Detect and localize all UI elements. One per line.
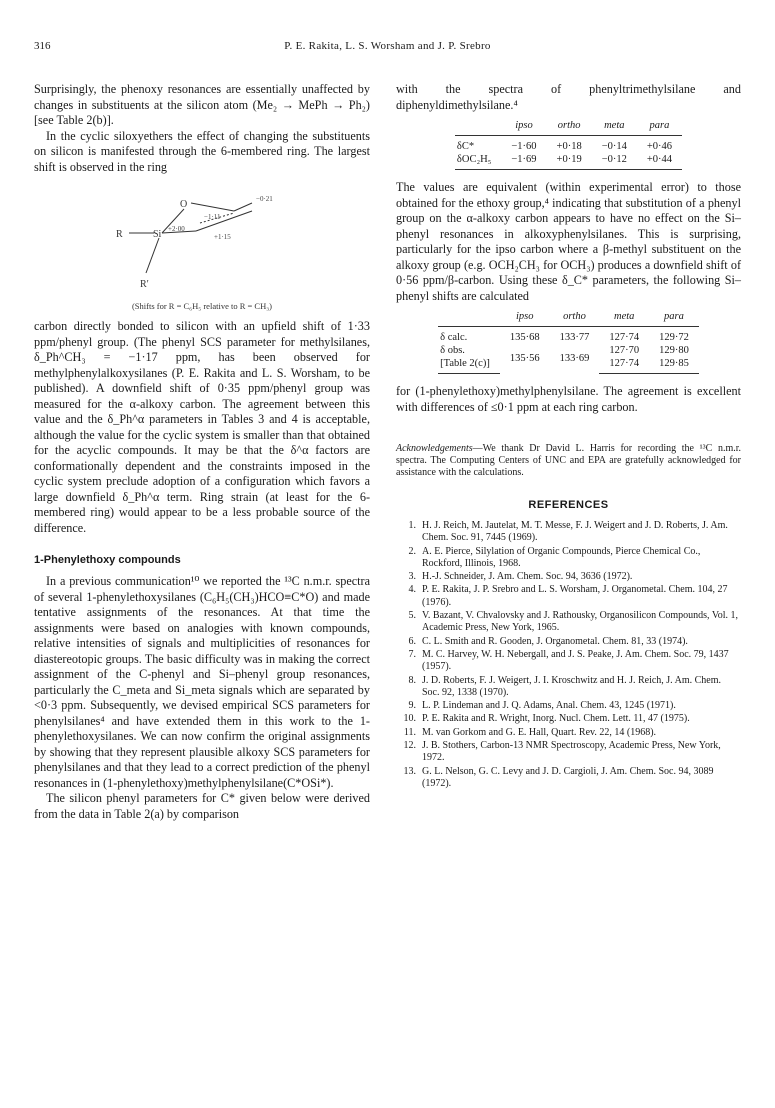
reference-number: 7. bbox=[408, 648, 416, 660]
acknowledgements-lead: Acknowledgements bbox=[396, 443, 473, 454]
table-cell: +0·19 bbox=[547, 153, 592, 170]
table-header: meta bbox=[592, 119, 637, 136]
running-head bbox=[34, 40, 741, 56]
reference-text: L. P. Lindeman and J. Q. Adams, Anal. Chem. 43, 1245 (1971). bbox=[422, 700, 676, 712]
left-column bbox=[34, 82, 370, 822]
reference-item bbox=[396, 649, 741, 674]
table-cell: 127·74 bbox=[599, 357, 649, 374]
scs-parameter-table bbox=[455, 119, 682, 170]
table-cell: δC* bbox=[456, 141, 475, 152]
page-number: 316 bbox=[34, 40, 51, 52]
atom-label: R bbox=[116, 229, 123, 240]
table-cell: +0·18 bbox=[556, 141, 582, 152]
shift-label: +2·00 bbox=[168, 225, 185, 233]
reference-number: 12. bbox=[403, 740, 416, 752]
reference-item bbox=[396, 675, 741, 700]
table-cell: [Table 2(c)] bbox=[438, 357, 500, 374]
table-header: ortho bbox=[547, 119, 592, 136]
reference-number: 5. bbox=[408, 610, 416, 622]
table-cell: 133·77 bbox=[559, 332, 590, 343]
right-column bbox=[396, 82, 741, 791]
table-cell: +0·46 bbox=[646, 141, 673, 152]
table-cell: 127·70 bbox=[609, 345, 640, 356]
reference-item bbox=[396, 636, 741, 648]
table-cell: δ calc. bbox=[440, 332, 468, 343]
running-head-authors: P. E. Rakita, L. S. Worsham and J. P. Srebro bbox=[284, 40, 491, 52]
paragraph: carbon directly bonded to silicon with an upfield shift of 1·33 ppm/phenyl group. (The phenyl SCS parameter for methylsilanes, δ_Ph^CH₃ = −1·17 ppm, has been observed for methylphenylalkoxysilanes (P. E. Rakita and L. S. Worsham, to be published). A downfield shift of 0·35 ppm/phenyl group was measured for the α-alkoxy carbon. The agreement between this value and the δ_Ph^α parameters in Tables 3 and 4 is acceptable, although the value for the cyclic system is smaller than that obtained for the acyclic compounds. It may be that the δ^α factors are conformationally dependent and the constraints imposed in the cyclic system preclude adoption of a configuration which favors a large downfield δ_Ph^α term. Ring strain (at least for the 6-membered ring) would appear to be a less probable source of the difference. bbox=[34, 319, 370, 535]
table-header: ipso bbox=[501, 119, 546, 136]
paragraph: In the cyclic siloxyethers the effect of changing the substituents on silicon is manifested through the 6-membered ring. The largest shift is observed in the ring bbox=[34, 128, 370, 174]
reference-text: P. E. Rakita, J. P. Srebro and L. S. Worsham, J. Organometal. Chem. 104, 27 (1976). bbox=[422, 584, 728, 608]
reference-text: V. Bazant, V. Chvalovsky and J. Rathousky, Organosilicon Compounds, Vol. 1, Academic Press, New York, 1965. bbox=[422, 610, 739, 634]
shift-label: −0·21 bbox=[256, 195, 273, 203]
shift-label: +1·15 bbox=[214, 233, 231, 241]
ring-structure-figure bbox=[34, 181, 370, 299]
table-header: meta bbox=[599, 310, 649, 327]
table-row bbox=[455, 153, 682, 170]
table-header: para bbox=[649, 310, 699, 327]
table-cell: −1·69 bbox=[501, 153, 546, 170]
acknowledgements bbox=[396, 443, 741, 479]
table-row bbox=[438, 344, 699, 357]
shift-comparison-table bbox=[438, 310, 699, 374]
table-row bbox=[438, 327, 699, 345]
table-cell: 129·80 bbox=[659, 345, 689, 356]
reference-number: 10. bbox=[403, 713, 416, 725]
reference-item bbox=[396, 713, 741, 725]
table-cell: 127·74 bbox=[609, 332, 640, 343]
paragraph: The values are equivalent (within experimental error) to those obtained for the ethoxy group,⁴ indicating that substitution of a phenyl group on the α-alkoxy carbon appears to have no effect on the Si–phenyl resonances in alkoxyphenylsilanes. This is surprising, particularly for the ipso carbon where a β-methyl substituent on the alkoxy group (e.g. OCH₂CH₃ for OCH₃) produces a downfield shift of 0·56 ppm/β-carbon. Using these δ_C* parameters, the following Si–phenyl shifts are calculated bbox=[396, 180, 741, 303]
references-heading: REFERENCES bbox=[528, 499, 609, 511]
atom-label: O bbox=[180, 199, 188, 210]
reference-text: M. van Gorkom and G. E. Hall, Quart. Rev. 22, 14 (1968). bbox=[422, 726, 657, 738]
reference-text: H.-J. Schneider, J. Am. Chem. Soc. 94, 3636 (1972). bbox=[422, 571, 633, 583]
reference-text: P. E. Rakita and R. Wright, Inorg. Nucl. Chem. Lett. 11, 47 (1975). bbox=[422, 713, 690, 725]
table-cell: 133·69 bbox=[559, 353, 590, 365]
table-header: para bbox=[637, 119, 682, 136]
reference-item bbox=[396, 520, 741, 545]
table-cell: 129·72 bbox=[659, 332, 689, 343]
reference-text: M. C. Harvey, W. H. Nebergall, and J. S. Peake, J. Am. Chem. Soc. 79, 1437 (1957). bbox=[422, 648, 729, 673]
table-cell: δ obs. bbox=[440, 345, 465, 356]
reference-item bbox=[396, 766, 741, 791]
reference-item bbox=[396, 571, 741, 583]
reference-text: G. L. Nelson, G. C. Levy and J. D. Cargioli, J. Am. Chem. Soc. 94, 3089 (1972). bbox=[422, 765, 714, 789]
paragraph: In a previous communication¹⁰ we reported the ¹³C n.m.r. spectra of several 1-phenylethoxysilanes (C₆H₅(CH₃)HCO≡C*O) and made tentative assignments of the resonances. At that time the assignments were based on analogies with known compounds, relative intensities of signals and multiplicities of resonances for diastereotopic groups. The basic difficulty was in making the correct assignment of the C-phenyl and Si–phenyl group resonances, particularly the C_meta and Si_meta signals which are separated by <0·3 ppm. Subsequently, we devised empirical SCS parameters for phenylsilanes⁴ and have extended them in this work to the 1-phenylethoxysilanes. We can now confirm the original assignments by showing that they represent plausible alkoxy SCS parameters for phenylsilanes and that they lead to a correct prediction of the phenyl resonances in (1-phenylethoxy)methylphenylsilane(C*OSi*). bbox=[34, 574, 370, 790]
reference-text: H. J. Reich, M. Jautelat, M. T. Messe, F. J. Weigert and J. D. Roberts, J. Am. Chem. Soc. 91, 7445 (1969). bbox=[422, 520, 728, 544]
table-header: ortho bbox=[550, 310, 600, 327]
reference-number: 6. bbox=[408, 635, 416, 647]
reference-number: 11. bbox=[403, 726, 416, 738]
reference-item bbox=[396, 740, 741, 765]
reference-item bbox=[396, 584, 741, 609]
table-cell: −0·12 bbox=[592, 153, 637, 170]
reference-number: 9. bbox=[408, 700, 416, 712]
table-cell: δOC₂H₅ bbox=[455, 153, 501, 170]
paragraph: Surprisingly, the phenoxy resonances are essentially unaffected by changes in substituents at the silicon atom (Me₂ → MePh → Ph₂) [see Table 2(b)]. bbox=[34, 82, 370, 127]
reference-text: C. L. Smith and R. Gooden, J. Organometal. Chem. 81, 33 (1974). bbox=[422, 635, 688, 647]
reference-number: 2. bbox=[408, 545, 416, 557]
reference-text: J. B. Stothers, Carbon-13 NMR Spectroscopy, Academic Press, New York, 1972. bbox=[422, 740, 721, 764]
reference-number: 8. bbox=[408, 674, 416, 686]
shift-label: −1·11 bbox=[204, 213, 221, 221]
table-cell: +0·44 bbox=[637, 153, 682, 170]
references-list bbox=[396, 520, 741, 790]
figure-caption: (Shifts for R = C₆H₅ relative to R = CH₃) bbox=[131, 301, 273, 311]
reference-item bbox=[396, 610, 741, 635]
siloxane-ring-diagram bbox=[34, 181, 370, 299]
table-header bbox=[455, 119, 501, 136]
table-header bbox=[438, 310, 500, 327]
table-cell: −1·60 bbox=[511, 141, 537, 152]
reference-item bbox=[396, 700, 741, 712]
table-cell: 135·56 bbox=[509, 353, 540, 365]
table-header: ipso bbox=[500, 310, 550, 327]
table-cell: 129·85 bbox=[649, 357, 699, 374]
reference-number: 3. bbox=[408, 571, 416, 583]
reference-number: 4. bbox=[408, 584, 416, 596]
atom-label: R′ bbox=[140, 279, 149, 290]
table-row bbox=[455, 136, 682, 154]
atom-label: Si bbox=[153, 229, 162, 240]
section-heading: 1-Phenylethoxy compounds bbox=[34, 554, 181, 566]
table-cell: 135·68 bbox=[509, 332, 540, 343]
reference-text: A. E. Pierce, Silylation of Organic Compounds, Pierce Chemical Co., Rockford, Illinois, 1968. bbox=[422, 545, 701, 569]
paragraph: The silicon phenyl parameters for C* given below were derived from the data in Table 2(a) by comparison bbox=[34, 791, 370, 821]
paragraph: for (1-phenylethoxy)methylphenylsilane. The agreement is excellent with differences of ≤0·1 ppm at each ring carbon. bbox=[396, 384, 741, 414]
reference-number: 13. bbox=[403, 765, 416, 777]
reference-item bbox=[396, 727, 741, 739]
reference-item bbox=[396, 546, 741, 571]
reference-number: 1. bbox=[408, 520, 416, 531]
table-cell: −0·14 bbox=[601, 141, 627, 152]
paragraph: with the spectra of phenyltrimethylsilane and diphenyldimethylsilane.⁴ bbox=[396, 82, 741, 112]
acknowledgements-body: —We thank Dr David L. Harris for recording the ¹³C n.m.r. spectra. The Computing Centers of UNC and EPA are gratefully acknowledged for assistance with the calculations. bbox=[396, 443, 741, 478]
reference-text: J. D. Roberts, F. J. Weigert, J. I. Kroschwitz and H. J. Reich, J. Am. Chem. Soc. 92, 1338 (1970). bbox=[422, 674, 722, 698]
